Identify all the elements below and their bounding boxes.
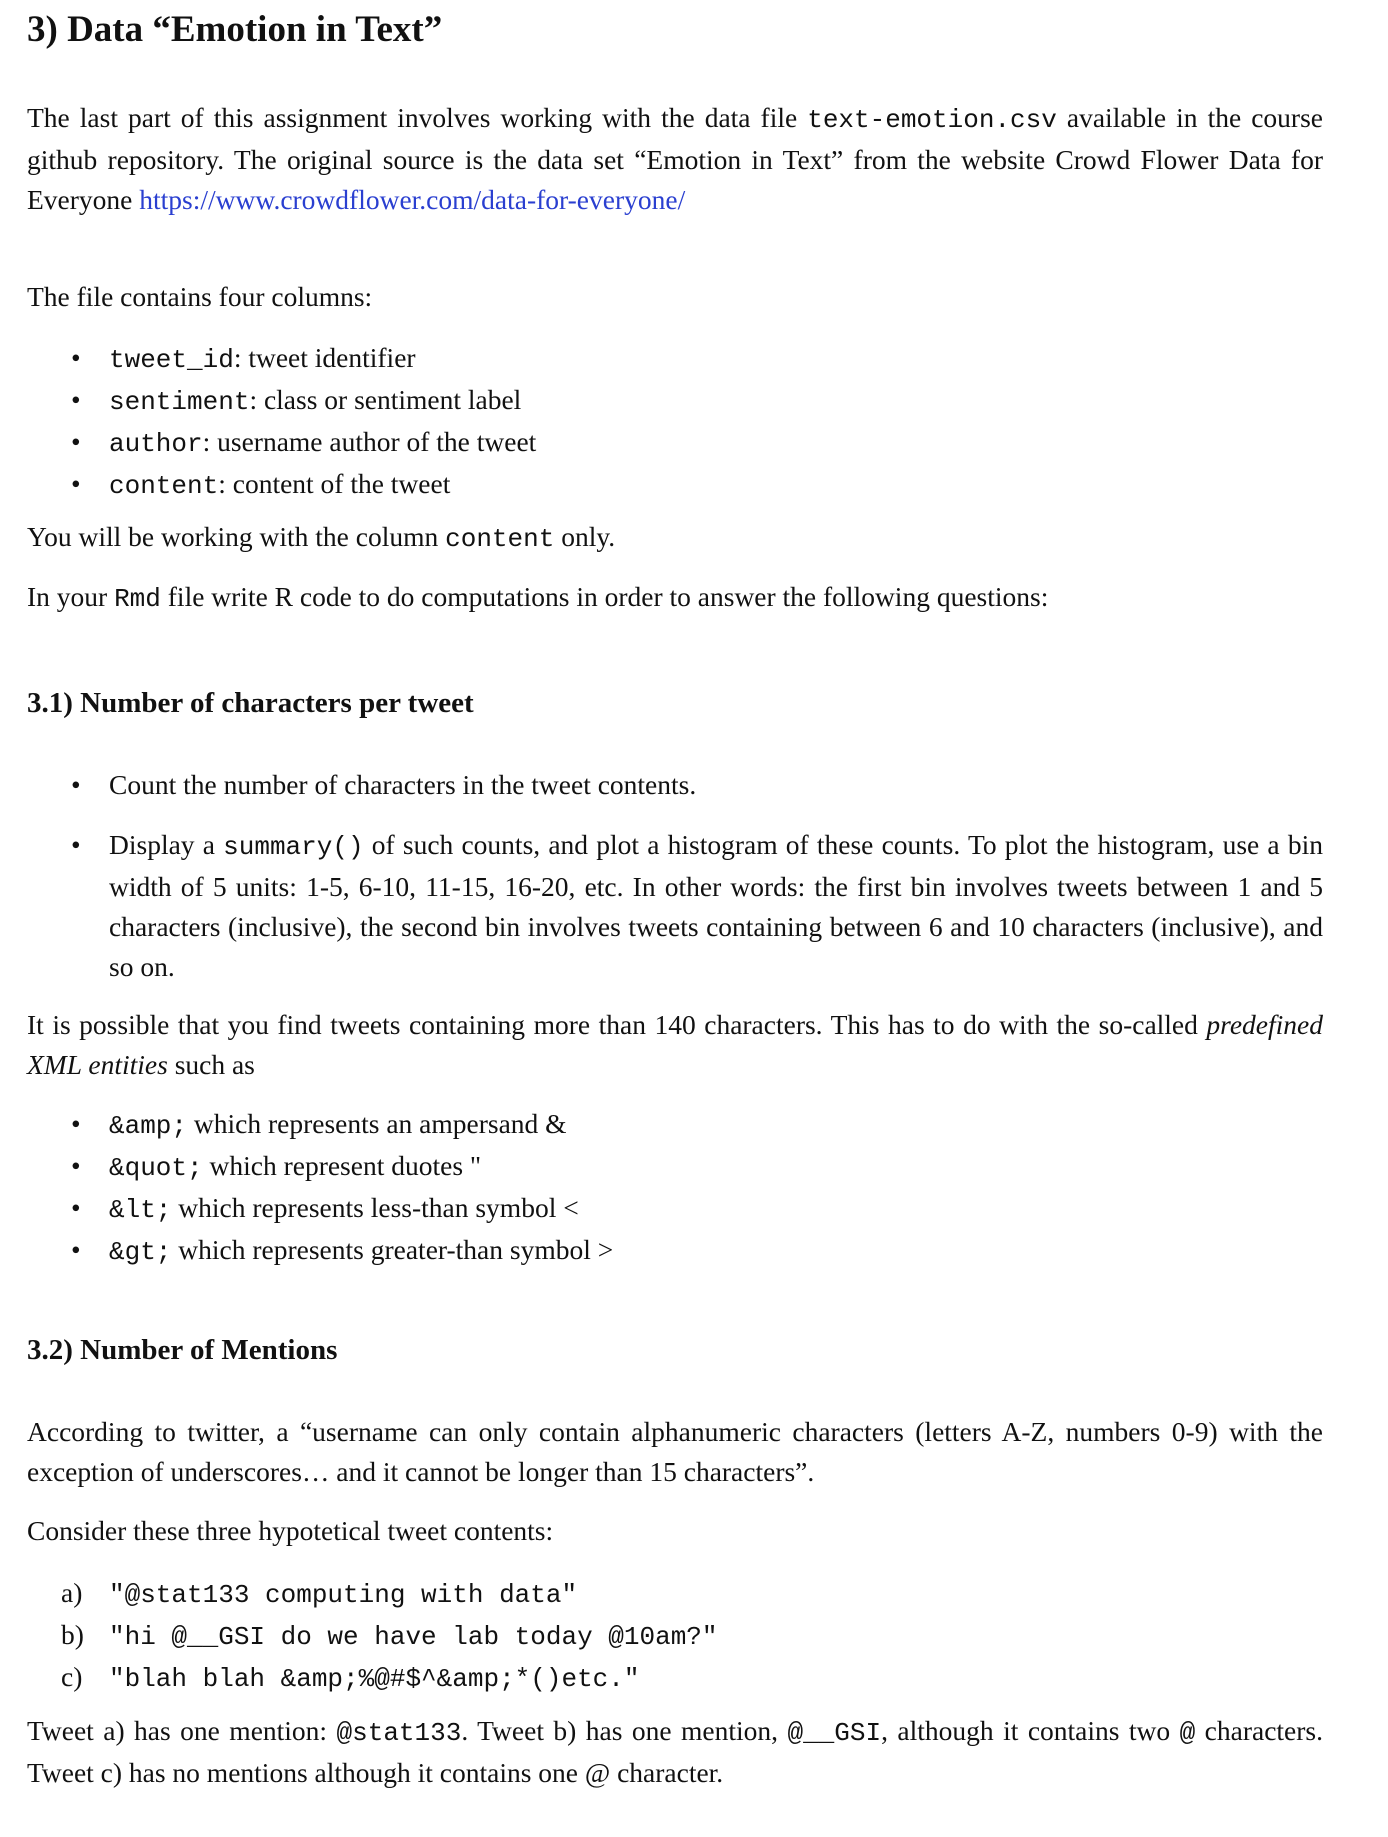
- list-item: [27, 422, 1323, 464]
- bullet-icon: •: [71, 1108, 81, 1139]
- heading-3-2: 3.2) Number of Mentions: [27, 1334, 338, 1366]
- column-desc: : content of the tweet: [218, 468, 451, 499]
- text: only.: [554, 521, 616, 552]
- twitter-paragraph: According to twitter, a “username can only contain alphanumeric characters (letters A-Z, numbers 0-9) with the exception of underscores… and it cannot be longer than 15 characters”.: [27, 1416, 1323, 1487]
- text: You will be working with the column: [27, 521, 446, 552]
- entities-list: [27, 1104, 1323, 1272]
- text: Display a: [109, 829, 224, 860]
- column-name: tweet_id: [109, 345, 234, 375]
- bullet-icon: •: [71, 384, 81, 415]
- source-link[interactable]: https://www.crowdflower.com/data-for-everyone/: [139, 184, 686, 215]
- list-item: [27, 1146, 1323, 1188]
- column-name: author: [109, 429, 203, 459]
- text: file write R code to do computations in order to answer the following questions:: [160, 581, 1049, 612]
- list-item: [27, 825, 1323, 987]
- text: characters. Tweet c) has no mentions although it contains one @ character.: [27, 1715, 1323, 1788]
- text: which represents less-than symbol <: [171, 1192, 579, 1223]
- code: @__GSI: [787, 1718, 882, 1748]
- column-desc: : class or sentiment label: [249, 384, 522, 415]
- bullet-icon: •: [71, 1192, 81, 1223]
- list-item: [27, 1657, 1323, 1699]
- list-item: [27, 1615, 1323, 1657]
- code: @: [1179, 1718, 1196, 1748]
- text: Tweet a) has one mention:: [27, 1715, 337, 1746]
- column-name: sentiment: [109, 387, 250, 417]
- heading-3-1: 3.1) Number of characters per tweet: [27, 687, 474, 719]
- text: such as: [167, 1049, 255, 1080]
- text: It is possible that you find tweets containing more than 140 characters. This has to do with the so-called: [27, 1009, 1207, 1040]
- bullet-icon: •: [71, 342, 81, 373]
- code: &lt;: [109, 1195, 172, 1225]
- text: available in the course github repository. The original source is the data set “Emotion in Text” from the website Crowd Flower Data for Everyone: [27, 102, 1323, 215]
- tweet-text: "@stat133 computing with data": [109, 1580, 578, 1610]
- text: The last part of this assignment involves working with the data file: [27, 102, 808, 133]
- text: of such counts, and plot a histogram of these counts. To plot the histogram, use a bin width of 5 units: 1-5, 6-10, 11-15, 16-20, etc. In other words: the first bin involves tweets between 1 and 5 characters (inclusive), the second bin involves tweets containing between 6 and 10 characters (inclusive), and so on.: [109, 829, 1323, 982]
- list-item: [27, 338, 1323, 380]
- working-paragraph: [27, 517, 1323, 559]
- tweet-text: "blah blah &amp;%@#$^&amp;*()etc.": [109, 1664, 640, 1694]
- consider-paragraph: Consider these three hypotetical tweet contents:: [27, 1515, 554, 1546]
- section-title: 3) Data “Emotion in Text”: [27, 9, 443, 50]
- list-item: [27, 1573, 1323, 1615]
- bullet-icon: •: [71, 468, 81, 499]
- code: Rmd: [114, 584, 161, 614]
- rmd-paragraph: [27, 577, 1323, 619]
- bullet-icon: •: [71, 829, 81, 860]
- bullet-icon: •: [71, 769, 81, 800]
- code: content: [445, 524, 555, 554]
- intro-paragraph: [27, 98, 1323, 220]
- code: &gt;: [109, 1237, 172, 1267]
- text: Count the number of characters in the tweet contents.: [109, 769, 697, 800]
- code: &quot;: [109, 1153, 203, 1183]
- tweets-list: [27, 1573, 1323, 1699]
- code: summary(): [223, 832, 364, 862]
- text: , although it contains two: [881, 1715, 1180, 1746]
- mentions-paragraph: [27, 1711, 1323, 1793]
- list-item: [27, 765, 1323, 805]
- text: In your: [27, 581, 115, 612]
- code: @stat133: [336, 1718, 462, 1748]
- columns-list: [27, 338, 1323, 506]
- text: which represents an ampersand &: [187, 1108, 567, 1139]
- text: . Tweet b) has one mention,: [461, 1715, 788, 1746]
- bullet-icon: •: [71, 1150, 81, 1181]
- column-desc: : tweet identifier: [233, 342, 416, 373]
- code: &amp;: [109, 1111, 188, 1141]
- list-item: [27, 464, 1323, 506]
- item-label: c): [61, 1661, 83, 1692]
- xml-paragraph: [27, 1005, 1323, 1085]
- column-desc: : username author of the tweet: [202, 426, 537, 457]
- list-item: [27, 380, 1323, 422]
- list-item: [27, 1188, 1323, 1230]
- item-label: a): [61, 1577, 83, 1608]
- filename: text-emotion.csv: [807, 105, 1057, 135]
- task-list: [27, 765, 1323, 987]
- columns-intro: The file contains four columns:: [27, 281, 373, 312]
- text: which represents greater-than symbol >: [171, 1234, 614, 1265]
- list-item: [27, 1230, 1323, 1272]
- item-label: b): [61, 1619, 84, 1650]
- bullet-icon: •: [71, 426, 81, 457]
- emphasis: predefined XML entities: [27, 1009, 1323, 1080]
- column-name: content: [109, 471, 219, 501]
- text: which represent duotes ": [202, 1150, 482, 1181]
- tweet-text: "hi @__GSI do we have lab today @10am?": [109, 1622, 718, 1652]
- bullet-icon: •: [71, 1234, 81, 1265]
- list-item: [27, 1104, 1323, 1146]
